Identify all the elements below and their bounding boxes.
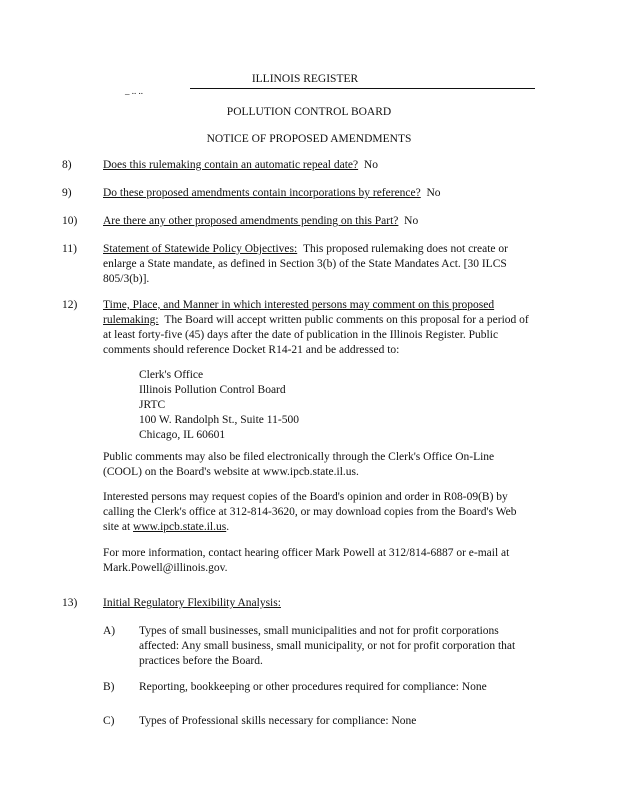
item-11-text: [103, 242, 535, 287]
item-12-body: The Board will accept written public comments on this proposal for a period of at least forty-five (45) days after the date of publication in the Illinois Register. Public comments should reference Docket R14-21 and be addressed to:: [103, 314, 529, 356]
item-13-b-letter: B): [103, 681, 115, 693]
item-13-a-text: Types of small businesses, small municipalities and not for profit corporations affected: Any small business, small municipality, or not for profit corporation that practices before the Board.: [139, 625, 516, 667]
item-8-text: [103, 158, 535, 173]
item-10-text: [103, 214, 535, 229]
item-12-contact: For more information, contact hearing officer Mark Powell at 312/814-6887 or e-mail at Mark.Powell@illinois.gov.: [103, 547, 510, 574]
header-rule: [190, 88, 535, 89]
item-13-c-text: Types of Professional skills necessary for compliance: None: [139, 715, 417, 727]
address-line-1: Clerk's Office: [139, 369, 204, 381]
item-9-number: 9): [62, 187, 72, 199]
item-10-question: Are there any other proposed amendments pending on this Part?: [103, 215, 399, 227]
item-13-a-letter: A): [103, 625, 116, 637]
item-13-c-letter: C): [103, 715, 115, 727]
item-10-number: 10): [62, 215, 78, 227]
address-line-2: Illinois Pollution Control Board: [139, 384, 286, 396]
board-website-link[interactable]: www.ipcb.state.il.us: [133, 521, 227, 533]
item-10-answer: No: [404, 215, 419, 227]
item-12-number: 12): [62, 299, 78, 311]
address-line-4: 100 W. Randolph St., Suite 11-500: [139, 414, 299, 426]
header-left-mark: _ .. ..: [125, 86, 143, 96]
notice-title: NOTICE OF PROPOSED AMENDMENTS: [206, 133, 412, 145]
item-9-question: Do these proposed amendments contain incorporations by reference?: [103, 187, 421, 199]
item-13-b-text: Reporting, bookkeeping or other procedures required for compliance: None: [139, 681, 487, 693]
item-12-electronic-filing: Public comments may also be filed electronically through the Clerk's Office On-Line (COOL) on the Board's website at www.ipcb.state.il.us.: [103, 451, 495, 478]
item-13-heading-text: Initial Regulatory Flexibility Analysis:: [103, 597, 281, 609]
item-8-question: Does this rulemaking contain an automatic repeal date?: [103, 159, 359, 171]
address-line-3: JRTC: [139, 399, 166, 411]
item-13-heading: [103, 596, 535, 611]
item-9-answer: No: [426, 187, 441, 199]
item-13-number: 13): [62, 597, 78, 609]
item-8-answer: No: [363, 159, 378, 171]
item-12-copies: [103, 490, 535, 535]
item-12-heading: Time, Place, and Manner in which interested persons may comment on this proposed rulemaking:: [103, 299, 495, 326]
item-8-number: 8): [62, 159, 72, 171]
item-9-text: [103, 186, 535, 201]
item-11-heading: Statement of Statewide Policy Objectives:: [103, 243, 298, 255]
item-12-copies-end: .: [226, 521, 230, 533]
item-11-number: 11): [62, 243, 77, 255]
item-12-copies-text: Interested persons may request copies of the Board's opinion and order in R08-09(B) by calling the Clerk's office at 312-814-3620, or may download copies from the Board's Web site at: [103, 491, 517, 533]
item-12-text: [103, 298, 535, 358]
register-title: ILLINOIS REGISTER: [251, 73, 359, 85]
address-line-5: Chicago, IL 60601: [139, 429, 226, 441]
item-11-body: This proposed rulemaking does not create or enlarge a State mandate, as defined in Section 3(b) of the State Mandates Act. [30 ILCS 805/3(b)].: [103, 243, 508, 285]
agency-title: POLLUTION CONTROL BOARD: [226, 106, 392, 118]
